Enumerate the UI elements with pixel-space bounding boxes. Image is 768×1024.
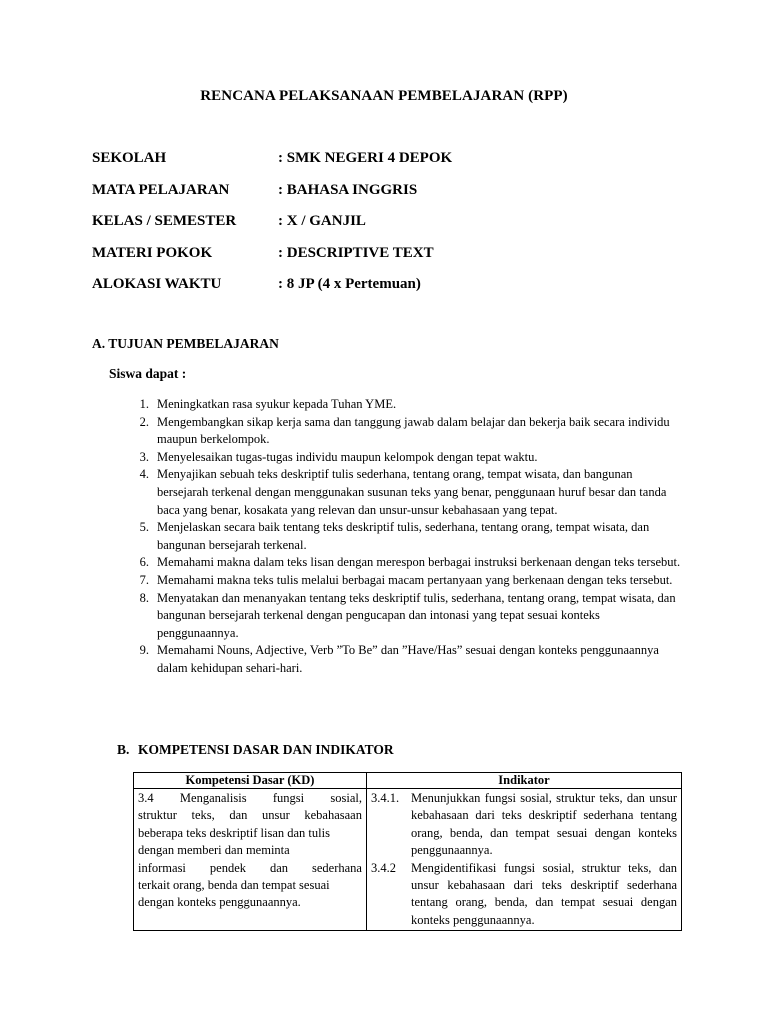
identity-row-alokasi-waktu: [92, 276, 692, 308]
list-item: [127, 554, 682, 572]
identity-label: ALOKASI WAKTU: [92, 276, 222, 292]
list-item-number: 3.: [139, 449, 149, 464]
list-item: [127, 396, 682, 414]
learning-goals-list: [127, 396, 682, 678]
list-item-number: 5.: [139, 520, 149, 535]
kd-word: informasi: [138, 860, 186, 875]
kd-word: pendek: [209, 860, 246, 875]
kd-line: terkait orang, benda dan tempat sesuai: [138, 878, 330, 893]
identity-row-kelas-semester: [92, 213, 692, 245]
indicator-number: 3.4.2: [371, 860, 396, 875]
list-item-text: Menyajikan sebuah teks deskriptif tulis sederhana, tentang orang, tempat wisata, dan bangunan bersejarah terkenal dengan menggunakan susunan teks yang benar, penggunaan huruf besar dan tanda baca yang benar, kosakata yang relevan dan unsur-unsur kebahasaan yang tepat.: [157, 467, 667, 517]
list-item-number: 9.: [139, 643, 149, 658]
list-item: [127, 590, 682, 643]
indicator-item: [371, 860, 677, 930]
kd-word: dan: [229, 808, 248, 823]
kd-line: dengan konteks penggunaannya.: [138, 895, 301, 910]
table-header-indikator: Indikator: [367, 773, 682, 789]
kd-line: [138, 860, 362, 877]
list-item-text: Memahami makna dalam teks lisan dengan merespon berbagai instruksi berkenaan dengan teks tersebut.: [157, 555, 681, 570]
identity-label: MATERI POKOK: [92, 244, 213, 261]
identity-value: : SMK NEGERI 4 DEPOK: [278, 150, 453, 166]
kd-word: Menganalisis: [179, 791, 247, 805]
list-item: [127, 642, 682, 677]
identity-row-mata-pelajaran: [92, 182, 692, 214]
list-item: [127, 449, 682, 467]
identity-label: SEKOLAH: [92, 150, 167, 166]
kd-cell: [134, 789, 367, 931]
section-b-letter: B.: [117, 742, 130, 757]
identity-row-sekolah: [92, 150, 692, 182]
table-header-row: [134, 773, 682, 789]
indicator-cell: [367, 789, 682, 931]
kd-word: teks,: [191, 808, 215, 823]
kd-word: fungsi: [272, 791, 305, 805]
section-b-heading: [117, 742, 394, 758]
list-item: [127, 414, 682, 449]
list-item: [127, 572, 682, 590]
kd-line: dengan memberi dan meminta: [138, 843, 290, 858]
list-item-text: Mengembangkan sikap kerja sama dan tanggung jawab dalam belajar dan bekerja baik secara individu maupun berkelompok.: [157, 414, 670, 447]
list-item-number: 6.: [139, 555, 149, 570]
list-item-text: Memahami Nouns, Adjective, Verb ”To Be” dan ”Have/Has” sesuai dengan konteks penggunaannya dalam kehidupan sehari-hari.: [157, 643, 659, 675]
kd-word: struktur: [138, 808, 177, 823]
indicator-text: Mengidentifikasi fungsi sosial, struktur teks, dan unsur kebahasaan dari teks deskriptif sederhana tentang orang, benda, dan tempat sesuai dengan konteks penggunaannya.: [411, 860, 677, 927]
identity-row-materi-pokok: [92, 245, 692, 277]
kd-line: beberapa teks deskriptif lisan dan tulis: [138, 825, 330, 840]
list-item-text: Meningkatkan rasa syukur kepada Tuhan YME.: [157, 397, 397, 411]
document-title: RENCANA PELAKSANAAN PEMBELAJARAN (RPP): [200, 88, 568, 104]
list-item-number: 2.: [139, 414, 149, 429]
section-a-heading: A. TUJUAN PEMBELAJARAN: [92, 336, 279, 351]
identity-label: MATA PELAJARAN: [92, 181, 230, 198]
identity-label: KELAS / SEMESTER: [92, 213, 237, 229]
identity-value: : BAHASA INGGRIS: [278, 181, 418, 198]
indicator-item: [371, 790, 677, 860]
identity-value: : DESCRIPTIVE TEXT: [278, 244, 434, 261]
kd-word: unsur: [262, 808, 290, 823]
list-item-text: Memahami makna teks tulis melalui berbagai macam pertanyaan yang berkenaan dengan teks tersebut.: [157, 572, 673, 587]
identity-value: : X / GANJIL: [278, 213, 366, 229]
list-item-text: Menjelaskan secara baik tentang teks deskriptif tulis, sederhana, tentang orang, tempat wisata, dan bangunan bersejarah terkenal.: [157, 520, 650, 552]
kd-number: 3.4: [138, 791, 154, 805]
list-item-number: 1.: [139, 397, 149, 411]
indicator-number: 3.4.1.: [371, 791, 400, 805]
identity-value: : 8 JP (4 x Pertemuan): [278, 276, 421, 292]
list-item-number: 7.: [139, 572, 149, 587]
indicator-text: Menunjukkan fungsi sosial, struktur teks, dan unsur kebahasaan dari teks deskriptif sederhana tentang orang, benda, dan tempat sesuai dengan konteks penggunaannya.: [411, 791, 677, 858]
list-item-number: 4.: [139, 467, 149, 482]
section-b-title: KOMPETENSI DASAR DAN INDIKATOR: [138, 742, 394, 757]
list-item-text: Menyatakan dan menanyakan tentang teks deskriptif tulis, sederhana, tentang orang, tempat wisata, dan bangunan bersejarah terkenal dengan pengucapan dan intonasi yang tepat sesuai konteks penggunaannya.: [157, 590, 676, 640]
kd-word: sosial,: [330, 791, 362, 805]
table-header-kd: Kompetensi Dasar (KD): [134, 773, 367, 789]
identity-block: [92, 150, 692, 308]
kd-word: dan: [269, 860, 289, 875]
kd-word: sederhana: [312, 860, 362, 875]
kd-line: [138, 807, 362, 824]
list-item-number: 8.: [139, 590, 149, 605]
section-a-intro: Siswa dapat :: [109, 366, 187, 381]
competency-table: [133, 772, 682, 931]
kd-line: [138, 790, 362, 807]
list-item: [127, 466, 682, 519]
list-item: [127, 519, 682, 554]
kd-word: kebahasaan: [304, 808, 362, 823]
list-item-text: Menyelesaikan tugas-tugas individu maupun kelompok dengan tepat waktu.: [157, 449, 538, 464]
table-row: [134, 789, 682, 931]
